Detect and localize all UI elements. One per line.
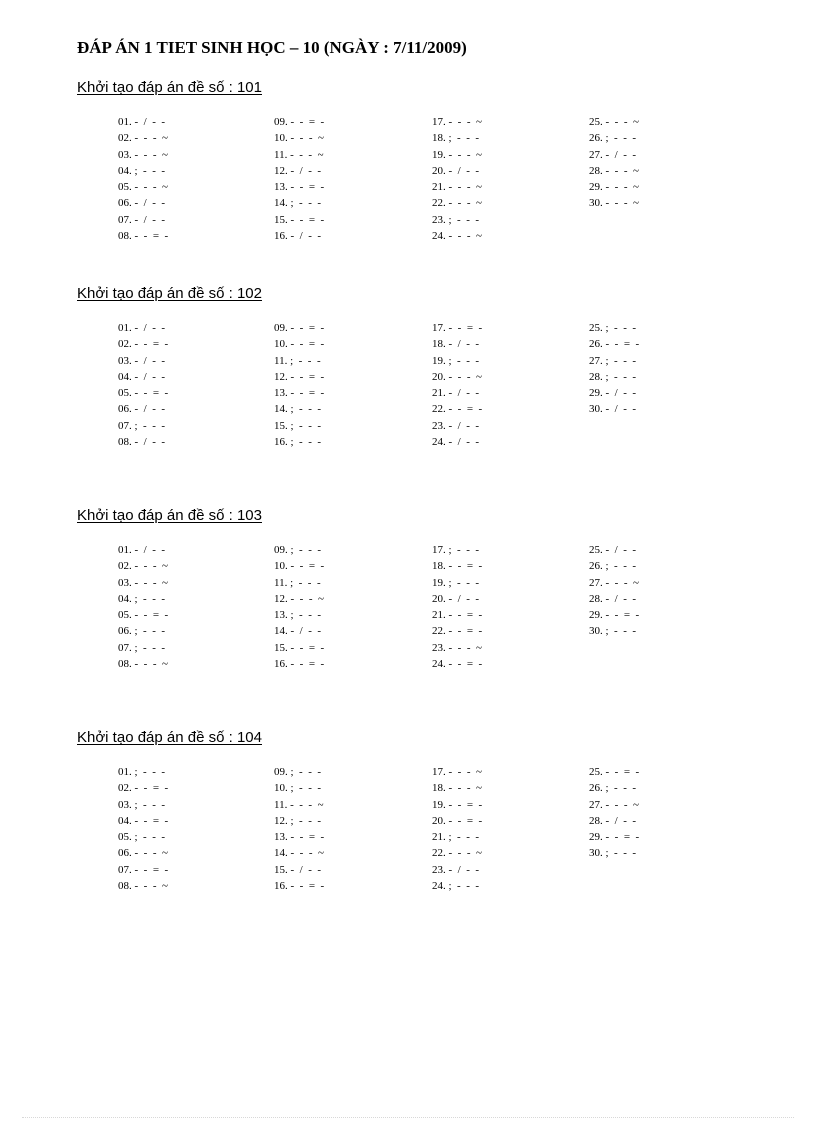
section-heading: Khởi tạo đáp án đề số : 101 [77,79,262,96]
answer-row: 06. ; - - - [118,625,166,638]
answer-row: 15. ; - - - [274,419,322,432]
answer-row: 17. ; - - - [432,544,480,556]
section-heading: Khởi tạo đáp án đề số : 102 [77,285,262,302]
answer-row: 18. - - = - [432,560,483,573]
answer-row: 29. - - = - [589,831,640,844]
answer-row: 23. - / - - [432,419,480,432]
answer-column-4 [589,542,739,640]
answer-row: 25. ; - - - [589,322,637,334]
answer-row: 06. - / - - [118,403,166,416]
answer-row: 13. ; - - - [274,609,322,622]
answer-row: 20. - / - - [432,164,480,177]
answer-row: 21. - - = - [432,609,483,622]
answer-row: 28. - / - - [589,814,637,827]
answer-row: 19. ; - - - [432,576,480,589]
answer-row: 04. ; - - - [118,592,166,605]
answer-row: 16. ; - - - [274,436,322,449]
answer-row: 07. ; - - - [118,641,166,654]
answer-column-1 [118,114,268,244]
answer-row: 25. - - = - [589,766,640,778]
answer-row: 16. - - = - [274,880,325,893]
answer-row: 24. - / - - [432,436,480,449]
answer-row: 05. - - = - [118,387,169,400]
answer-row: 09. - - = - [274,322,325,334]
answer-row: 18. ; - - - [432,132,480,145]
answer-row: 05. ; - - - [118,831,166,844]
answer-row: 07. - - = - [118,863,169,876]
answer-row: 17. - - - ~ [432,766,482,778]
answer-row: 11. - - - ~ [274,798,324,811]
answer-column-3 [432,542,582,672]
answer-row: 08. - / - - [118,436,166,449]
answer-row: 29. - / - - [589,387,637,400]
answer-row: 28. ; - - - [589,370,637,383]
answer-row: 16. - - = - [274,658,325,671]
answer-row: 14. - - - ~ [274,847,324,860]
answer-row: 03. - - - ~ [118,148,168,161]
answer-row: 10. - - = - [274,560,325,573]
answer-row: 30. ; - - - [589,847,637,860]
answer-row: 22. - - - ~ [432,847,482,860]
answer-row: 17. - - = - [432,322,483,334]
answer-row: 27. - - - ~ [589,576,639,589]
answer-row: 27. - - - ~ [589,798,639,811]
answer-row: 10. ; - - - [274,782,322,795]
answer-row: 01. - / - - [118,322,166,334]
answer-row: 13. - - = - [274,181,325,194]
answer-row: 07. ; - - - [118,419,166,432]
answer-row: 29. - - - ~ [589,181,639,194]
page-title: ĐÁP ÁN 1 TIET SINH HỌC – 10 (NGÀY : 7/11/2009) [77,38,467,57]
answer-row: 12. - - - ~ [274,592,324,605]
answer-row: 20. - / - - [432,592,480,605]
answer-row: 27. ; - - - [589,354,637,367]
answer-row: 12. - - = - [274,370,325,383]
answer-row: 15. - - = - [274,213,325,226]
answer-row: 04. ; - - - [118,164,166,177]
answer-row: 09. - - = - [274,116,325,128]
answer-row: 02. - - - ~ [118,560,168,573]
answer-column-1 [118,320,268,450]
answer-row: 14. - / - - [274,625,322,638]
answer-row: 08. - - - ~ [118,658,168,671]
answer-row: 08. - - - ~ [118,880,168,893]
answer-column-1 [118,542,268,672]
answer-row: 28. - - - ~ [589,164,639,177]
answer-row: 17. - - - ~ [432,116,482,128]
answer-row: 26. ; - - - [589,782,637,795]
answer-row: 16. - / - - [274,230,322,243]
answer-row: 19. - - - ~ [432,148,482,161]
answer-row: 21. - / - - [432,387,480,400]
answer-row: 30. - / - - [589,403,637,416]
answer-row: 01. ; - - - [118,766,166,778]
answer-row: 18. - - - ~ [432,782,482,795]
answer-row: 14. ; - - - [274,403,322,416]
answer-column-2 [274,764,424,894]
answer-row: 02. - - - ~ [118,132,168,145]
answer-column-3 [432,114,582,244]
answer-row: 06. - / - - [118,197,166,210]
answer-column-4 [589,320,739,418]
answer-row: 21. ; - - - [432,831,480,844]
answer-row: 10. - - = - [274,338,325,351]
answer-row: 15. - - = - [274,641,325,654]
answer-row: 19. - - = - [432,798,483,811]
answer-row: 11. ; - - - [274,576,321,589]
answer-row: 05. - - - ~ [118,181,168,194]
answer-column-4 [589,764,739,862]
answer-row: 21. - - - ~ [432,181,482,194]
answer-row: 22. - - = - [432,403,483,416]
answer-row: 13. - - = - [274,387,325,400]
answer-column-2 [274,320,424,450]
answer-row: 24. ; - - - [432,880,480,893]
answer-row: 19. ; - - - [432,354,480,367]
answer-row: 02. - - = - [118,338,169,351]
answer-row: 23. - / - - [432,863,480,876]
answer-row: 10. - - - ~ [274,132,324,145]
answer-row: 22. - - = - [432,625,483,638]
answer-column-2 [274,542,424,672]
answer-row: 30. ; - - - [589,625,637,638]
answer-column-3 [432,764,582,894]
answer-column-4 [589,114,739,212]
answer-row: 25. - / - - [589,544,637,556]
answer-row: 08. - - = - [118,230,169,243]
answer-column-2 [274,114,424,244]
answer-row: 01. - / - - [118,544,166,556]
section-heading: Khởi tạo đáp án đề số : 103 [77,507,262,524]
answer-row: 12. - / - - [274,164,322,177]
answer-row: 11. - - - ~ [274,148,324,161]
answer-row: 26. ; - - - [589,132,637,145]
answer-row: 23. ; - - - [432,213,480,226]
page-bottom-divider [22,1117,794,1118]
answer-row: 30. - - - ~ [589,197,639,210]
answer-row: 05. - - = - [118,609,169,622]
section-heading: Khởi tạo đáp án đề số : 104 [77,729,262,746]
answer-column-1 [118,764,268,894]
answer-row: 06. - - - ~ [118,847,168,860]
answer-column-3 [432,320,582,450]
answer-row: 23. - - - ~ [432,641,482,654]
answer-row: 13. - - = - [274,831,325,844]
answer-row: 20. - - = - [432,814,483,827]
answer-row: 25. - - - ~ [589,116,639,128]
answer-row: 26. - - = - [589,338,640,351]
answer-row: 24. - - = - [432,658,483,671]
answer-row: 14. ; - - - [274,197,322,210]
answer-row: 11. ; - - - [274,354,321,367]
answer-row: 20. - - - ~ [432,370,482,383]
answer-row: 03. ; - - - [118,798,166,811]
answer-row: 04. - / - - [118,370,166,383]
answer-row: 02. - - = - [118,782,169,795]
answer-row: 18. - / - - [432,338,480,351]
answer-row: 28. - / - - [589,592,637,605]
answer-row: 09. ; - - - [274,544,322,556]
answer-row: 01. - / - - [118,116,166,128]
answer-row: 26. ; - - - [589,560,637,573]
answer-row: 09. ; - - - [274,766,322,778]
answer-row: 04. - - = - [118,814,169,827]
answer-row: 15. - / - - [274,863,322,876]
answer-row: 03. - - - ~ [118,576,168,589]
answer-row: 03. - / - - [118,354,166,367]
answer-row: 07. - / - - [118,213,166,226]
answer-row: 27. - / - - [589,148,637,161]
answer-row: 24. - - - ~ [432,230,482,243]
answer-row: 22. - - - ~ [432,197,482,210]
answer-row: 29. - - = - [589,609,640,622]
answer-row: 12. ; - - - [274,814,322,827]
